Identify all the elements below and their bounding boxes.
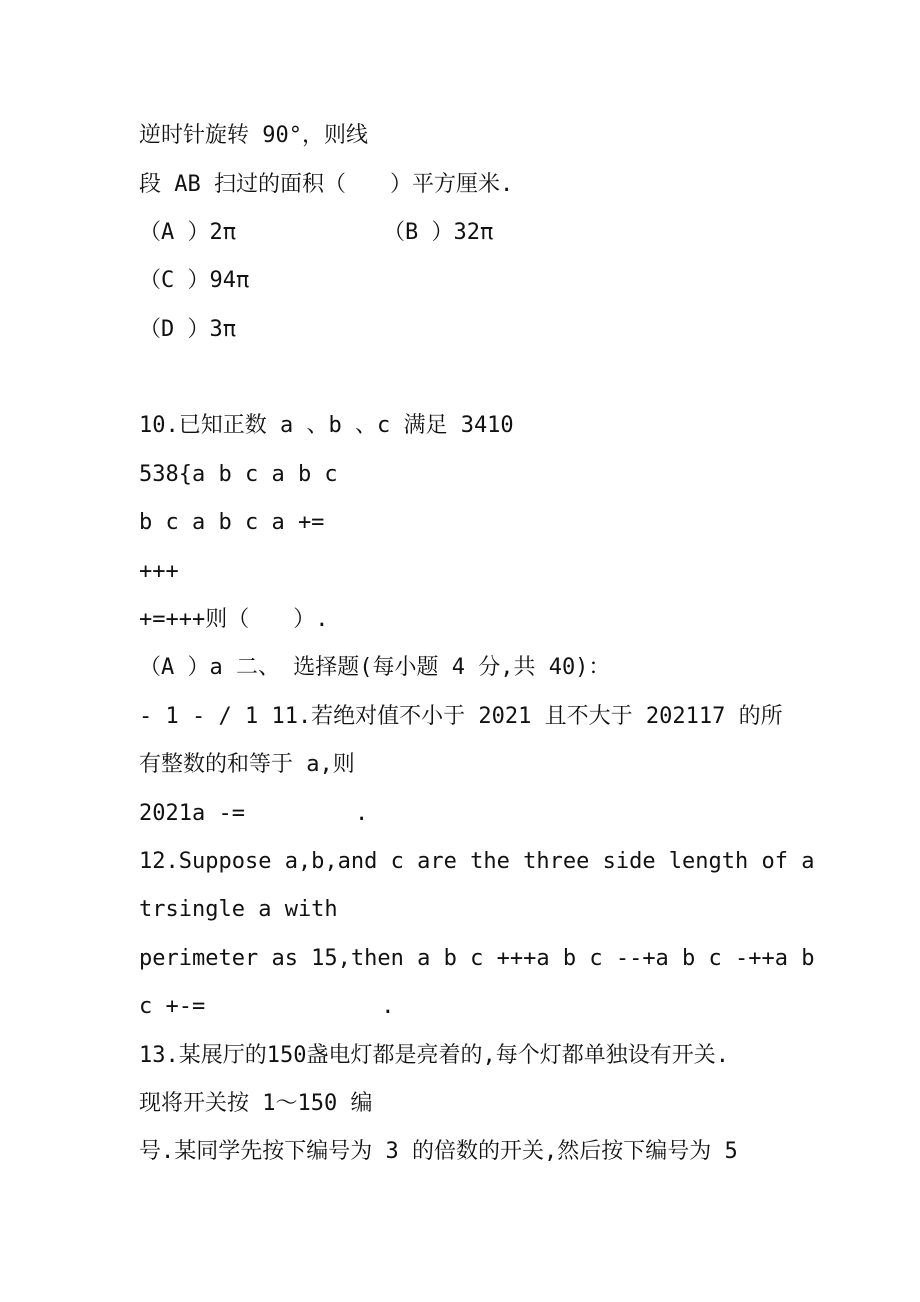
- question-10-title: 10.已知正数 a 、b 、c 满足 3410: [139, 413, 514, 438]
- question-10-line-2: 538{a b c a b c: [139, 462, 338, 487]
- question-12-line-3: perimeter as 15,then a b c +++a b c --+a b c -++a b: [139, 946, 815, 971]
- question-11-line-3: 2021a -= .: [139, 801, 369, 826]
- question-11-line-2: 有整数的和等于 a,则: [139, 752, 355, 777]
- question-12-line-2: trsingle a with: [139, 897, 338, 922]
- option-d: （D ）3π: [139, 317, 236, 342]
- question-12-line-1: 12.Suppose a,b,and c are the three side length of a: [139, 849, 815, 874]
- option-b: （B ）32π: [383, 220, 494, 245]
- text-line-area-question: 段 AB 扫过的面积（ ）平方厘米.: [139, 172, 514, 197]
- question-10-line-3: b c a b c a +=: [139, 510, 325, 535]
- question-10-line-5: +=+++则（ ）.: [139, 607, 329, 632]
- question-10-option-a-and-section-title: （A ）a 二、 选择题(每小题 4 分,共 40)：: [139, 655, 611, 680]
- question-11-line-1: - 1 - / 1 11.若绝对值不小于 2021 且不大于 202117 的所: [139, 704, 783, 729]
- question-13-line-3: 号.某同学先按下编号为 3 的倍数的开关,然后按下编号为 5: [139, 1139, 738, 1164]
- question-10-line-4: +++: [139, 559, 179, 584]
- option-a: （A ）2π: [139, 220, 236, 245]
- text-line-rotate: 逆时针旋转 90°，则线: [139, 123, 368, 148]
- question-13-line-1: 13.某展厅的150盏电灯都是亮着的,每个灯都单独设有开关.: [139, 1043, 729, 1068]
- question-12-line-4: c +-= .: [139, 994, 395, 1019]
- question-13-line-2: 现将开关按 1～150 编: [139, 1091, 373, 1116]
- option-c: （C ）94π: [139, 268, 250, 293]
